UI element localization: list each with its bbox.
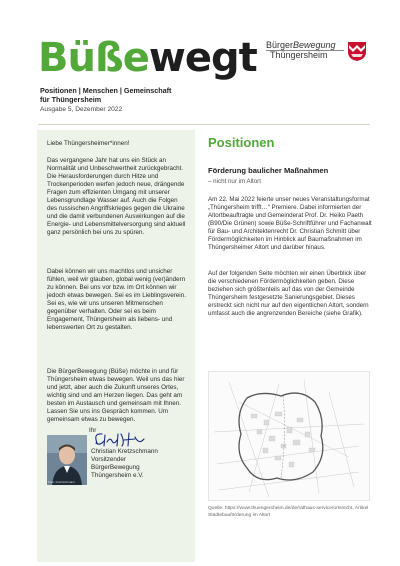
letter-greeting: Liebe Thüngersheimer*innen! [47,140,130,147]
brand-name-a: Bürger [266,40,294,50]
letter-paragraph-1: Das vergangene Jahr hat uns ein Stück an Normalität und Unbeschwertheit zurückgebracht. Die Herausforderungen durch Hitze und Trockenperioden werfen jedoch neue, drängende Fragen zum effizienten Umgang mit unserer Lebensgrundlage Wasser auf. Auch die Folgen des russischen Angriffskrieges gegen die Ukraine und die damit verbundenen Auswirkungen auf die Energie- und Lebensmittelversorgung sind aktuell ganz persönlich bei uns zu spüren. [47,157,186,237]
letter-paragraph-2: Dabei können wir uns machtlos und unsicher fühlen, weil wir glauben, global wenig (ver)ändern zu können. Bei uns vor bzw. im Ort können wir jedoch etwas bewegen. Sei es im Lieblingsverein. Sei es, wie wir uns unseren Mitmenschen gegenüber verhalten. Oder sei es beim Engagement, Thüngersheim als liebens- und lebenswerten Ort zu gestalten. [47,268,186,332]
renewal-area-map [208,371,370,501]
brand-place: Thüngersheim [270,50,328,60]
letter-closing: Ihr [89,427,97,434]
brand-logo [266,40,370,66]
brand-name-b: Bewegung [293,40,336,50]
logo-part-dark: wegt [148,35,257,81]
signature-graphic [91,430,147,450]
article-paragraph-2: Auf der folgenden Seite möchten wir einen Überblick über die verschiedenen Fördermöglichkeiten geben. Diese beziehen sich größtenteils auf das von der Gemeinde Thüngersheim festgesetzte Sanierungsgebiet. Dieses erstreckt sich nicht nur auf den eigentlichen Altort, sondern umfasst auch die angrenzenden Bereiche (siehe Grafik). [208,270,369,318]
article-paragraph-1: Am 22. Mai 2022 feierte unser neues Veranstaltungsformat „Thüngersheim trifft…“ Premiere. Dabei informierten der Altortbeauftragte und Gemeinderat Prof. Dr. Heiko Paeth (B90/Die Grünen) sowie Büße-Schriftführer und Fachanwalt für Bau- und Architektenrecht Dr. Christian Schmitt über Fördermöglichkeiten im Hinblick auf Baumaßnahmen im Thüngersheimer Altort und darüber hinaus. [208,196,372,252]
tagline-line1: Positionen | Menschen | Gemeinschaft [40,86,172,95]
signer-role-3: Thüngersheim e.V. [91,472,144,480]
site-plan-graphic [209,372,369,500]
article-subtitle: – nicht nur im Altort [208,178,261,185]
crest-icon [346,40,368,62]
tagline [40,86,171,104]
editorial-letter [37,130,195,562]
map-source: Quelle: https://www.thuengersheim.de/de/rathaus-service/ortsrecht, Artikel Städtebauförderung im Altort [208,506,369,518]
tagline-line2: für Thüngersheim [40,95,102,104]
section-title: Positionen [208,135,275,150]
signer-role-2: BürgerBewegung [91,464,140,472]
signer-name: Christian Kretzschmann [91,448,158,455]
issue-label: Ausgabe 5, Dezember 2022 [40,106,123,113]
brand-name [266,40,336,50]
signer-role-1: Vorsitzender [91,456,127,464]
photo-caption: Foto: Kretzschmann [48,480,75,484]
article-title: Förderung baulicher Maßnahmen [208,166,329,175]
author-portrait-graphic [47,435,87,485]
logo-part-green: Büße [38,35,149,81]
masthead-logo [38,34,257,86]
signature-block [91,448,158,480]
header-divider [38,124,370,125]
letter-paragraph-3: Die BürgerBewegung (Büße) möchte in und für Thüngersheim etwas bewegen. Weil uns das hier und jetzt, aber auch die Zukunft unseres Ortes, wichtig sind und am Herzen liegen. Das geht am besten im Austausch und gemeinsam mit Ihnen. Lassen Sie uns ins Gespräch kommen. Um gemeinsam etwas zu bewegen. [47,368,185,424]
author-photo [47,435,87,485]
